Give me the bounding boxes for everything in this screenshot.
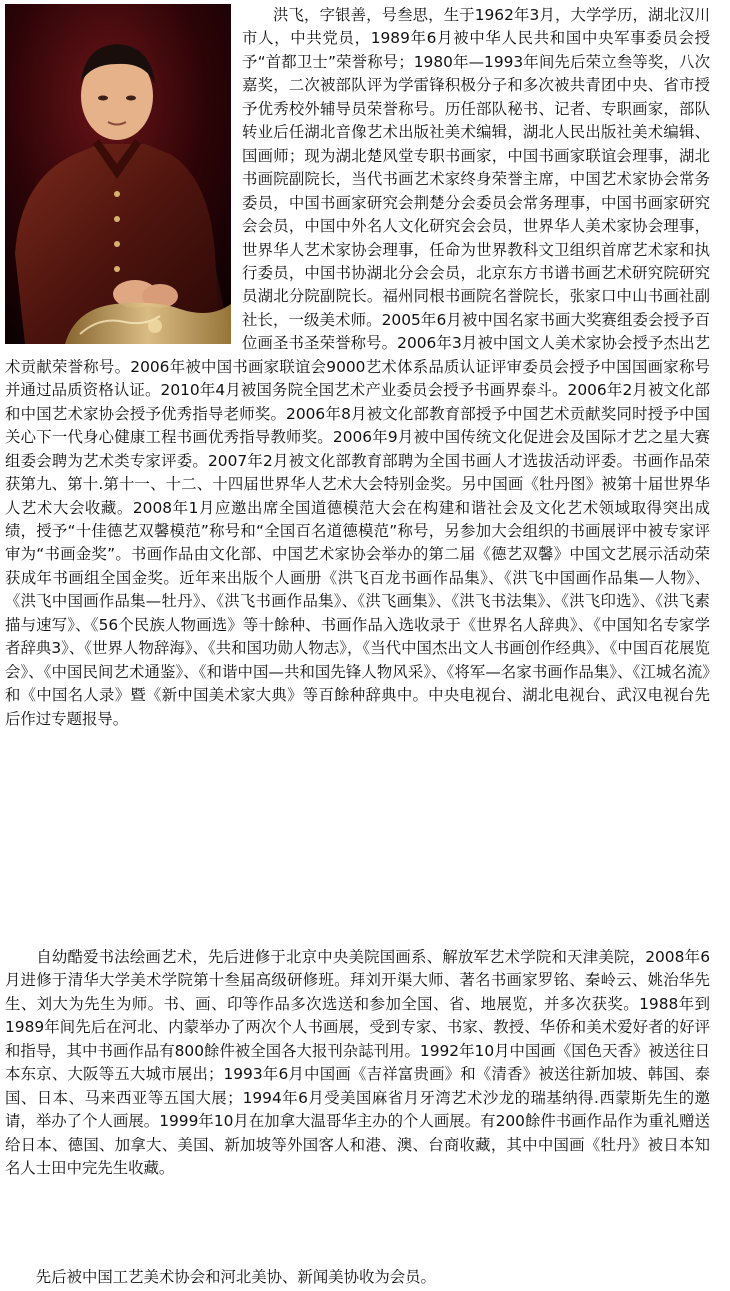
biography-paragraph-2: 自幼酷爱书法绘画艺术，先后进修于北京中央美院国画系、解放军艺术学院和天津美院，2008年6月进修于清华大学美术学院第十叁届高级研修班。拜刘开渠大师、著名书画家罗铭、秦岭云、姚治华先生、刘大为先生为师。书、画、印等作品多次选送和参加全国、省、地展览，并多次获奖。1988年到1989年间先后在河北、内蒙举办了两次个人书画展，受到专家、书家、教授、华侨和美术爱好者的好评和指导，其中书画作品有800餘件被全国各大报刊杂誌刊用。1992年10月中国画《国色天香》被送往日本东京、大阪等五大城市展出；1993年6月中国画《吉祥富贵画》和《清香》被送往新加坡、韩国、泰国、日本、马来西亚等五国大展；1994年6月受美国麻省月牙湾艺术沙龙的瑞基纳得.西蒙斯先生的邀请，举办了个人画展。1999年10月在加拿大温哥华主办的个人画展。有200餘件书画作品作为重礼赠送给日本、德国、加拿大、美国、新加坡等外国客人和港、澳、台商收藏，其中中国画《牡丹》被日本知名人士田中完先生收藏。 — [5, 948, 710, 1178]
portrait-spacer — [5, 4, 242, 344]
biography-paragraph-1: 洪飞，字银善，号叁思，生于1962年3月，大学学历，湖北汉川市人，中共党员，1989年6月被中华人民共和国中央军事委员会授予“首都卫士”荣誉称号；1980年—1993年间先后荣立叁等奖，八次嘉奖，二次被部队评为学雷锋积极分子和多次被共青团中央、省市授予优秀校外辅导员荣誉称号。历任部队秘书、记者、专职画家，部队转业后任湖北音像艺术出版社美术编辑，湖北人民出版社美术编辑、国画师；现为湖北楚风堂专职书画家，中国书画家联谊会理事，湖北书画院副院长，当代书画艺术家终身荣誉主席，中国艺术家协会常务委员，中国书画家研究会荆楚分会委员会常务理事，中国书画家研究会会员，中国中外名人文化研究会会员，世界华人美术家协会理事，世界华人艺术家协会理事，任命为世界教科文卫组织首席艺术家和执行委员，中国书协湖北分会会员，北京东方书谱书画艺术研究院研究员湖北分院副院长。福州同根书画院名誉院长，张家口中山书画社副社长，一级美术师。2005年6月被中国名家书画大奖赛组委会授予百位画圣书圣荣誉称号。2006年3月被中国文人美术家协会授予杰出艺术贡献荣誉称号。2006年被中国书画家联谊会9000艺术体系品质认证评审委员会授予中国国画家称号并通过品质资格认证。2010年4月被国务院全国艺术产业委员会授予书画界泰斗。2006年2月被文化部和中国艺术家协会授予优秀指导老师奖。2006年8月被文化部教育部授予中国艺术贡献奖同时授予中国关心下一代身心健康工程书画优秀指导教师奖。2006年9月被中国传统文化促进会及国际才艺之星大赛组委会聘为艺术类专家评委。2007年2月被文化部教育部聘为全国书画人才选拔活动评委。书画作品荣获第九、第十.第十一、十二、十四届世界华人艺术大会特别金奖。另中国画《牡丹图》被第十届世界华人艺术大会收藏。2008年1月应邀出席全国道德模范大会在构建和谐社会及文化艺术领域取得突出成绩，授予“十佳德艺双馨模范”称号和“全国百名道德模范”称号，另参加大会组织的书画展评中被专家评审为“书画金奖”。书画作品由文化部、中国艺术家协会举办的第二届《德艺双馨》中国文艺展示活动荣获成年书画组全国金奖。近年来出版个人画册《洪飞百龙书画作品集》、《洪飞中国画作品集—人物》、《洪飞中国画作品集—牡丹》、《洪飞书画作品集》、《洪飞画集》、《洪飞书法集》、《洪飞印选》、《洪飞素描与速写》、《56个民族人物画选》等十餘种、书画作品入选收录于《世界名人辞典》、《中国知名专家学者辞典3》、《世界人物辞海》、《共和国功勋人物志》，《当代中国杰出文人书画创作经典》、《中国百花展览会》、《中国民间艺术通鉴》、《和谐中国—共和国先锋人物风采》、《将军—名家书画作品集》、《江城名流》和《中国名人录》暨《新中国美术家大典》等百餘种辞典中。中央电视台、湖北电视台、武汉电视台先后作过专题报导。 — [5, 6, 710, 728]
biography-paragraph-3: 先后被中国工艺美术协会和河北美协、新闻美协收为会员。 — [5, 1268, 436, 1286]
